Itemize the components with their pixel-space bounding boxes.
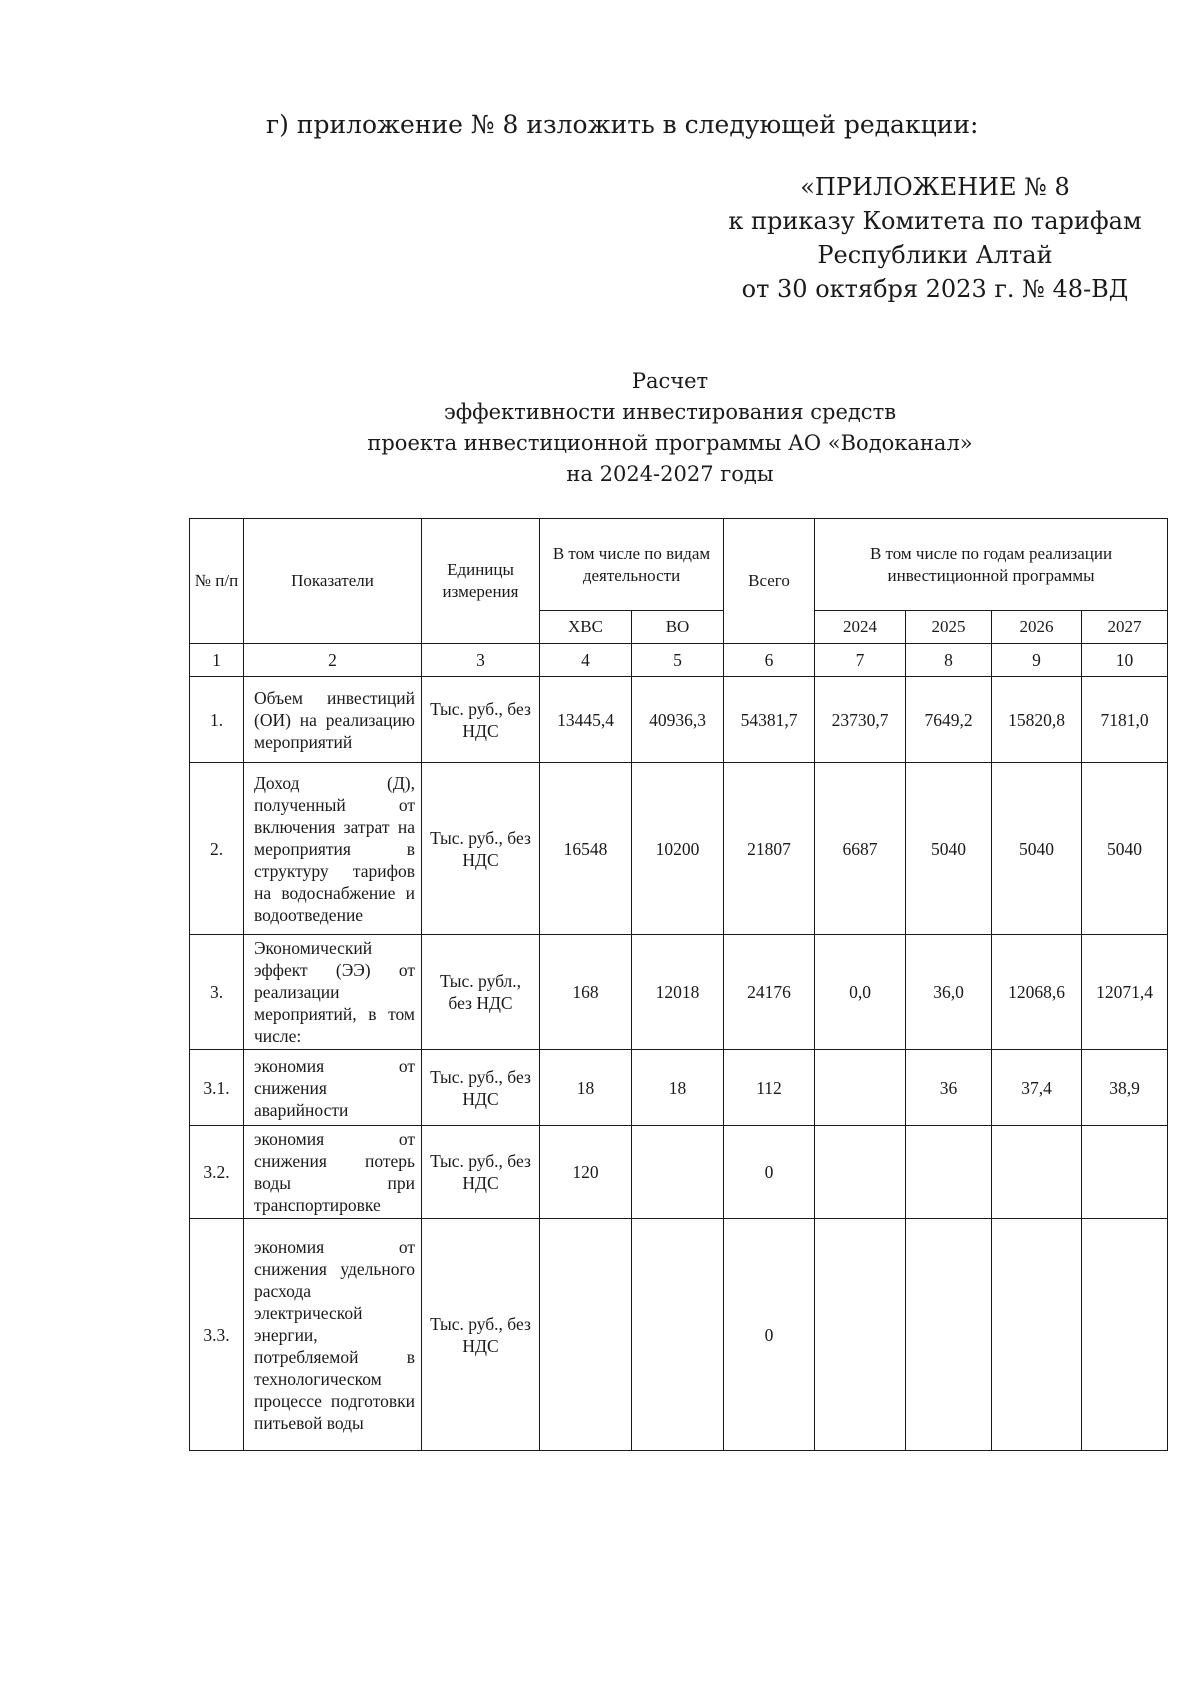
value-2024 [815,1050,906,1126]
value-vo: 10200 [632,763,724,935]
appendix-line-4: от 30 октября 2023 г. № 48-ВД [741,275,1129,303]
header-2026: 2026 [992,611,1082,644]
indicator-name: Доход (Д), полученный от включения затрат на мероприятия в структуру тарифов на водоснабжение и водоотведение [244,763,422,935]
indicator-name: экономия от снижения удельного расхода электрической энергии, потребляемой в технологическом процессе подготовки питьевой воды [244,1219,422,1451]
unit: Тыс. руб., без НДС [422,1219,540,1451]
indicator-name: экономия от снижения аварийности [244,1050,422,1126]
header-2024: 2024 [815,611,906,644]
value-2027: 5040 [1082,763,1168,935]
row-number: 3.3. [190,1219,244,1451]
value-xvs: 120 [540,1126,632,1219]
value-2024: 23730,7 [815,677,906,763]
value-2026: 5040 [992,763,1082,935]
value-2025 [906,1126,992,1219]
value-xvs: 13445,4 [540,677,632,763]
value-total: 24176 [724,935,815,1050]
unit: Тыс. руб., без НДС [422,1126,540,1219]
appendix-line-3: Республики Алтай [817,241,1053,269]
header-2027: 2027 [1082,611,1168,644]
column-number: 7 [815,644,906,677]
value-2025: 5040 [906,763,992,935]
efficiency-table [189,518,1168,1451]
value-2027 [1082,1126,1168,1219]
value-vo [632,1126,724,1219]
value-2026: 12068,6 [992,935,1082,1050]
value-2024 [815,1126,906,1219]
appendix-line-2: к приказу Комитета по тарифам [728,207,1142,235]
value-2025: 36 [906,1050,992,1126]
value-2027: 7181,0 [1082,677,1168,763]
value-vo [632,1219,724,1451]
value-xvs: 18 [540,1050,632,1126]
value-total: 0 [724,1126,815,1219]
column-number: 8 [906,644,992,677]
indicator-name: Экономический эффект (ЭЭ) от реализации мероприятий, в том числе: [244,935,422,1050]
value-2027: 12071,4 [1082,935,1168,1050]
table-row [190,763,1168,935]
column-number: 2 [244,644,422,677]
header-indicators: Показатели [244,519,422,644]
header-total: Всего [724,519,815,644]
header-units: Единицы измерения [422,519,540,644]
row-number: 2. [190,763,244,935]
title-line-4: на 2024-2027 годы [566,462,774,486]
value-2026 [992,1126,1082,1219]
value-2027 [1082,1219,1168,1451]
value-2027: 38,9 [1082,1050,1168,1126]
unit: Тыс. рубл., без НДС [422,935,540,1050]
column-number: 1 [190,644,244,677]
value-2024 [815,1219,906,1451]
header-by-year: В том числе по годам реализации инвестиционной программы [815,519,1168,611]
value-vo: 40936,3 [632,677,724,763]
column-number: 6 [724,644,815,677]
row-number: 3. [190,935,244,1050]
value-total: 54381,7 [724,677,815,763]
column-number: 5 [632,644,724,677]
value-2026 [992,1219,1082,1451]
value-2024: 6687 [815,763,906,935]
value-2026: 37,4 [992,1050,1082,1126]
value-2024: 0,0 [815,935,906,1050]
indicator-name: экономия от снижения потерь воды при транспортировке [244,1126,422,1219]
value-total: 0 [724,1219,815,1451]
value-2025: 7649,2 [906,677,992,763]
value-xvs: 168 [540,935,632,1050]
header-vo: ВО [632,611,724,644]
column-number: 10 [1082,644,1168,677]
row-number: 3.2. [190,1126,244,1219]
column-number-row [190,644,1168,677]
header-xvs: ХВС [540,611,632,644]
indicator-name: Объем инвестиций (ОИ) на реализацию мероприятий [244,677,422,763]
title-line-2: эффективности инвестирования средств [443,400,897,424]
table-row [190,1050,1168,1126]
column-number: 3 [422,644,540,677]
title-line-1: Расчет [631,369,709,393]
appendix-header [700,170,1170,306]
table-row [190,677,1168,763]
intro-text: г) приложение № 8 изложить в следующей редакции: [266,110,979,139]
column-number: 4 [540,644,632,677]
header-by-activity: В том числе по видам деятельности [540,519,724,611]
value-total: 21807 [724,763,815,935]
unit: Тыс. руб., без НДС [422,1050,540,1126]
column-number: 9 [992,644,1082,677]
value-xvs [540,1219,632,1451]
appendix-line-1: «ПРИЛОЖЕНИЕ № 8 [800,173,1070,201]
row-number: 1. [190,677,244,763]
header-2025: 2025 [906,611,992,644]
table-row [190,1126,1168,1219]
value-vo: 12018 [632,935,724,1050]
value-xvs: 16548 [540,763,632,935]
value-2025 [906,1219,992,1451]
value-total: 112 [724,1050,815,1126]
unit: Тыс. руб., без НДС [422,763,540,935]
value-vo: 18 [632,1050,724,1126]
title-line-3: проекта инвестиционной программы АО «Водоканал» [367,431,973,455]
header-num: № п/п [190,519,244,644]
value-2026: 15820,8 [992,677,1082,763]
document-title [300,366,1040,490]
table-row [190,935,1168,1050]
unit: Тыс. руб., без НДС [422,677,540,763]
value-2025: 36,0 [906,935,992,1050]
row-number: 3.1. [190,1050,244,1126]
table-row [190,1219,1168,1451]
